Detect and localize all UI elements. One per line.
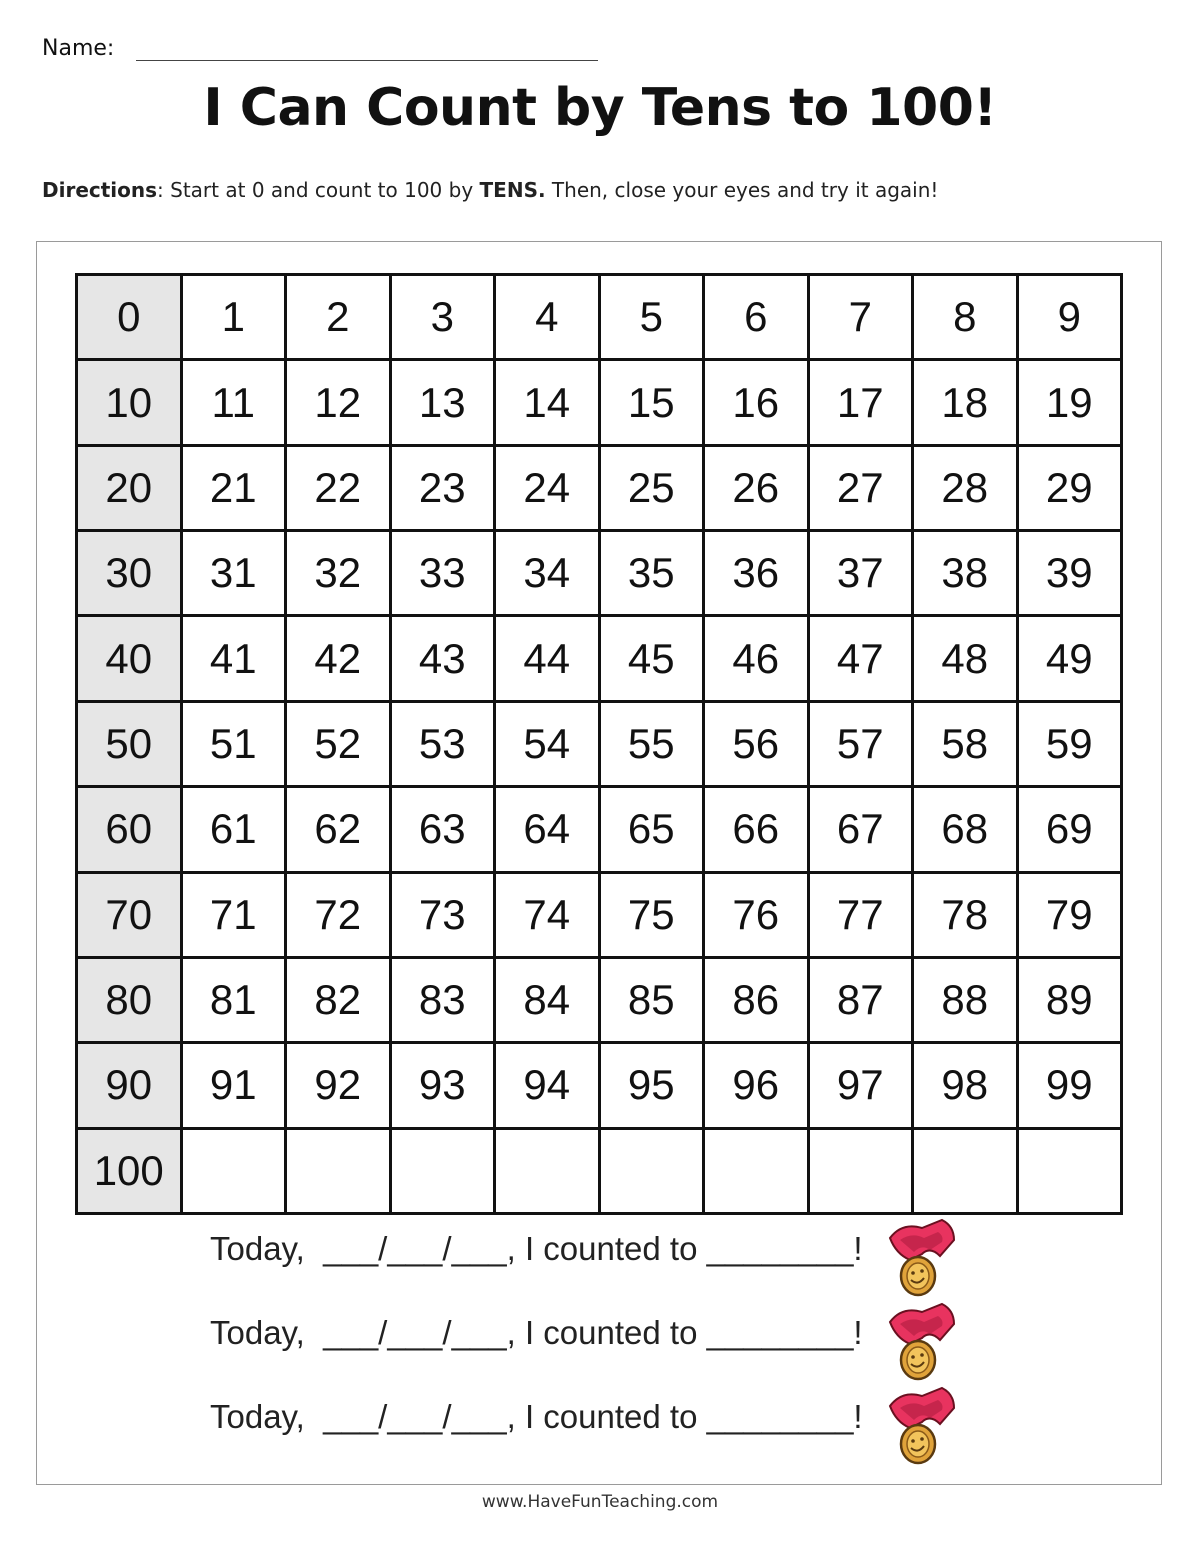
grid-cell: 21 [183, 447, 285, 529]
grid-cell: 65 [601, 788, 703, 870]
grid-cell: 67 [810, 788, 912, 870]
grid-cell: 35 [601, 532, 703, 614]
medal-icon [882, 1384, 960, 1466]
grid-cell: 91 [183, 1044, 285, 1126]
grid-cell: 36 [705, 532, 807, 614]
grid-cell: 63 [392, 788, 494, 870]
grid-cell: 85 [601, 959, 703, 1041]
medal-icon [882, 1216, 960, 1298]
grid-cell: 37 [810, 532, 912, 614]
grid-cell: 39 [1019, 532, 1121, 614]
tens-cell: 60 [78, 788, 180, 870]
grid-cell [810, 1130, 912, 1212]
grid-cell: 22 [287, 447, 389, 529]
grid-cell: 58 [914, 703, 1016, 785]
grid-cell [914, 1130, 1016, 1212]
grid-cell: 74 [496, 874, 598, 956]
grid-cell: 69 [1019, 788, 1121, 870]
grid-cell: 75 [601, 874, 703, 956]
grid-cell: 89 [1019, 959, 1121, 1041]
grid-cell: 31 [183, 532, 285, 614]
grid-cell: 94 [496, 1044, 598, 1126]
grid-cell: 76 [705, 874, 807, 956]
grid-cell: 41 [183, 617, 285, 699]
grid-cell: 43 [392, 617, 494, 699]
grid-cell: 38 [914, 532, 1016, 614]
grid-cell: 12 [287, 361, 389, 443]
grid-cell: 48 [914, 617, 1016, 699]
tens-cell: 20 [78, 447, 180, 529]
grid-cell: 47 [810, 617, 912, 699]
grid-cell: 26 [705, 447, 807, 529]
directions-text-1: : Start at 0 and count to 100 by [157, 178, 480, 202]
grid-cell: 92 [287, 1044, 389, 1126]
grid-cell: 99 [1019, 1044, 1121, 1126]
grid-cell: 66 [705, 788, 807, 870]
grid-cell: 84 [496, 959, 598, 1041]
tens-cell: 70 [78, 874, 180, 956]
grid-cell: 9 [1019, 276, 1121, 358]
grid-cell: 23 [392, 447, 494, 529]
directions [42, 178, 938, 202]
grid-cell: 45 [601, 617, 703, 699]
grid-cell: 83 [392, 959, 494, 1041]
record-line[interactable]: Today, ___/___/___, I counted to ________! [210, 1314, 863, 1351]
record-line[interactable]: Today, ___/___/___, I counted to ________! [210, 1398, 863, 1435]
grid-cell: 17 [810, 361, 912, 443]
grid-cell: 6 [705, 276, 807, 358]
grid-cell: 44 [496, 617, 598, 699]
grid-cell: 52 [287, 703, 389, 785]
name-field[interactable] [136, 38, 598, 61]
grid-cell: 96 [705, 1044, 807, 1126]
grid-cell: 72 [287, 874, 389, 956]
grid-cell: 14 [496, 361, 598, 443]
grid-cell: 51 [183, 703, 285, 785]
grid-cell: 3 [392, 276, 494, 358]
grid-cell: 82 [287, 959, 389, 1041]
grid-cell: 8 [914, 276, 1016, 358]
grid-cell [183, 1130, 285, 1212]
grid-cell: 11 [183, 361, 285, 443]
tens-cell: 80 [78, 959, 180, 1041]
grid-cell: 97 [810, 1044, 912, 1126]
grid-cell [705, 1130, 807, 1212]
grid-cell: 46 [705, 617, 807, 699]
grid-cell: 28 [914, 447, 1016, 529]
grid-cell: 71 [183, 874, 285, 956]
grid-cell: 13 [392, 361, 494, 443]
grid-cell: 33 [392, 532, 494, 614]
grid-cell: 87 [810, 959, 912, 1041]
grid-cell: 24 [496, 447, 598, 529]
directions-bold-word: TENS. [479, 178, 546, 202]
grid-cell: 64 [496, 788, 598, 870]
grid-cell: 25 [601, 447, 703, 529]
name-row [42, 36, 598, 61]
grid-cell: 55 [601, 703, 703, 785]
record-line[interactable]: Today, ___/___/___, I counted to ________! [210, 1230, 863, 1267]
tens-cell: 30 [78, 532, 180, 614]
name-label: Name: [42, 36, 115, 61]
tens-cell: 0 [78, 276, 180, 358]
grid-cell [392, 1130, 494, 1212]
hundreds-grid [75, 273, 1123, 1215]
grid-cell: 32 [287, 532, 389, 614]
worksheet-title: I Can Count by Tens to 100! [203, 78, 997, 138]
tens-cell: 50 [78, 703, 180, 785]
grid-cell [287, 1130, 389, 1212]
grid-cell: 93 [392, 1044, 494, 1126]
grid-cell: 98 [914, 1044, 1016, 1126]
grid-cell: 29 [1019, 447, 1121, 529]
grid-cell: 73 [392, 874, 494, 956]
grid-cell: 34 [496, 532, 598, 614]
grid-cell: 2 [287, 276, 389, 358]
grid-cell: 95 [601, 1044, 703, 1126]
grid-cell: 19 [1019, 361, 1121, 443]
medal-icon [882, 1300, 960, 1382]
grid-cell: 62 [287, 788, 389, 870]
grid-cell: 1 [183, 276, 285, 358]
grid-cell: 61 [183, 788, 285, 870]
tens-cell: 10 [78, 361, 180, 443]
directions-text-2: Then, close your eyes and try it again! [545, 178, 939, 202]
grid-cell: 57 [810, 703, 912, 785]
grid-cell: 7 [810, 276, 912, 358]
grid-cell: 49 [1019, 617, 1121, 699]
grid-cell [601, 1130, 703, 1212]
grid-cell: 77 [810, 874, 912, 956]
grid-cell: 16 [705, 361, 807, 443]
grid-cell: 81 [183, 959, 285, 1041]
grid-cell: 56 [705, 703, 807, 785]
tens-cell: 40 [78, 617, 180, 699]
grid-cell: 86 [705, 959, 807, 1041]
grid-cell: 18 [914, 361, 1016, 443]
grid-cell: 5 [601, 276, 703, 358]
grid-cell [496, 1130, 598, 1212]
footer-website: www.HaveFunTeaching.com [481, 1492, 719, 1512]
grid-cell: 42 [287, 617, 389, 699]
grid-cell: 4 [496, 276, 598, 358]
grid-cell: 15 [601, 361, 703, 443]
grid-cell: 59 [1019, 703, 1121, 785]
grid-cell: 78 [914, 874, 1016, 956]
grid-cell: 53 [392, 703, 494, 785]
grid-cell: 54 [496, 703, 598, 785]
directions-label: Directions [42, 178, 158, 202]
tens-cell: 100 [78, 1130, 180, 1212]
grid-cell: 88 [914, 959, 1016, 1041]
grid-cell: 27 [810, 447, 912, 529]
grid-cell: 68 [914, 788, 1016, 870]
tens-cell: 90 [78, 1044, 180, 1126]
grid-cell: 79 [1019, 874, 1121, 956]
grid-cell [1019, 1130, 1121, 1212]
